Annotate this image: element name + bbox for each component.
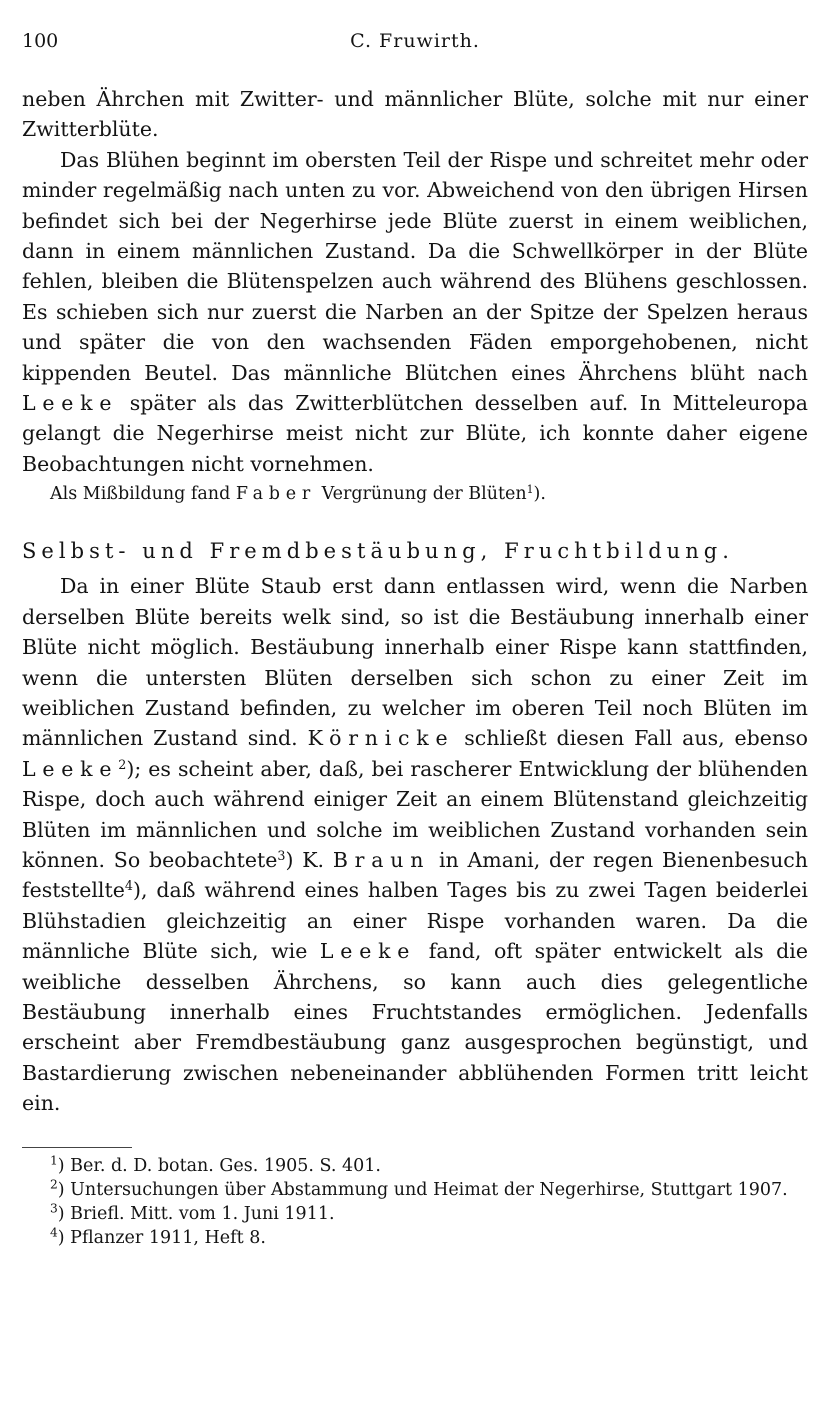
book-page (22, 30, 808, 1250)
author-name: Leeke (22, 391, 119, 416)
footnote-ref: 4 (124, 878, 133, 894)
text-run: ); es scheint aber, daß, bei rascherer Entwicklung der blühenden Rispe, doch auch während einiger Zeit an einem Blütenstand gleichzeitig Blüten im männlichen und solche im weiblichen Zustand vorhanden sein können. So beobachtete (22, 756, 808, 872)
text-run: schließt diesen Fall aus, ebenso (454, 726, 808, 751)
footnote-text: ) Untersuchungen über Abstammung und Heimat der Negerhirse, Stuttgart 1907. (57, 1179, 788, 1200)
author-name: Faber (235, 484, 317, 505)
text-run: Als Mißbildung fand (50, 484, 236, 505)
text-run: Das Blühen beginnt im obersten Teil der Rispe und schreitet mehr oder minder regelmäßig nach unten zu vor. Abweichend von den übrigen Hirsen befindet sich bei der Negerhirse jede Blüte zuerst in einem weiblichen, dann in einem männlichen Zustand. Da die Schwellkörper in der Blüte fehlen, bleiben die Blütenspelzen auch während des Blühens geschlossen. Es schieben sich nur zuerst die Narben an der Spitze der Spelzen heraus und später die von den wachsenden Fäden emporgehobenen, nicht kippenden Beutel. Das männliche Blütchen eines Ährchens blüht nach (22, 147, 808, 385)
footnote-text: ) Ber. d. D. botan. Ges. 1905. S. 401. (57, 1155, 381, 1176)
footnote (22, 1154, 808, 1178)
page-header (22, 30, 808, 60)
footnote (22, 1178, 808, 1202)
footnote (22, 1226, 808, 1250)
footnote-mark: 4 (50, 1224, 58, 1239)
footnotes (22, 1154, 808, 1250)
text-run: Da in einer Blüte Staub erst dann entlassen wird, wenn die Narben derselben Blüte bereits welk sind, so ist die Bestäubung innerhalb einer Blüte nicht möglich. Bestäubung innerhalb einer Rispe kann stattfinden, wenn die untersten Blüten derselben sich schon zu einer Zeit im weiblichen Zustand befinden, zu welcher im oberen Teil noch Blüten im männlichen Zustand sind. (22, 574, 808, 751)
running-title: C. Fruwirth. (350, 30, 480, 52)
paragraph-pollination (22, 571, 808, 1118)
text-run: ). (533, 484, 546, 505)
page-body (22, 84, 808, 1119)
text-run: Vergrünung der Blüten (316, 484, 527, 505)
footnote (22, 1202, 808, 1226)
text-run: ) K. (285, 847, 333, 872)
section-heading: Selbst- und Fremdbestäubung, Fruchtbildung. (22, 539, 735, 564)
footnote-divider (22, 1147, 132, 1148)
footnote-text: ) Briefl. Mitt. vom 1. Juni 1911. (57, 1203, 335, 1224)
paragraph-malformation (22, 481, 808, 507)
footnote-ref: 2 (118, 756, 127, 772)
author-name: Leeke (22, 756, 119, 781)
footnote-mark: 2 (50, 1176, 58, 1191)
paragraph-flowering (22, 145, 808, 479)
footnote-ref: 3 (277, 847, 286, 863)
footnote-ref: 1 (526, 483, 534, 497)
text-run: ), daß während eines halben Tages bis zu zwei Tagen beiderlei Blühstadien gleichzeitig an einer Rispe vorhanden waren. Da die männliche Blüte sich, wie (22, 878, 808, 964)
author-name: Braun (332, 847, 431, 872)
text-run: fand, oft später entwickelt als die weibliche desselben Ährchens, so kann auch dies gelegentliche Bestäubung innerhalb eines Fruchtstandes ermöglichen. Jedenfalls erscheint aber Fremdbestäubung ganz ausgesprochen begünstigt, und Bastardierung zwischen nebeneinander abblühenden Formen tritt leicht ein. (22, 939, 808, 1116)
paragraph-continuation: neben Ährchen mit Zwitter- und männlicher Blüte, solche mit nur einer Zwitterblüte. (22, 87, 808, 142)
page-number: 100 (22, 30, 59, 52)
footnote-mark: 3 (50, 1200, 58, 1215)
footnote-mark: 1 (50, 1152, 58, 1167)
author-name: Leeke (319, 939, 417, 964)
text-run: in Amani, der regen Bienenbesuch feststellte (22, 847, 808, 903)
text-run: später als das Zwitterblütchen desselben auf. In Mitteleuropa gelangt die Negerhirse meist nicht zur Blüte, ich konnte daher eigene Beobachtungen nicht vornehmen. (22, 391, 808, 476)
footnote-text: ) Pflanzer 1911, Heft 8. (57, 1227, 266, 1248)
author-name: Körnicke (307, 726, 455, 751)
